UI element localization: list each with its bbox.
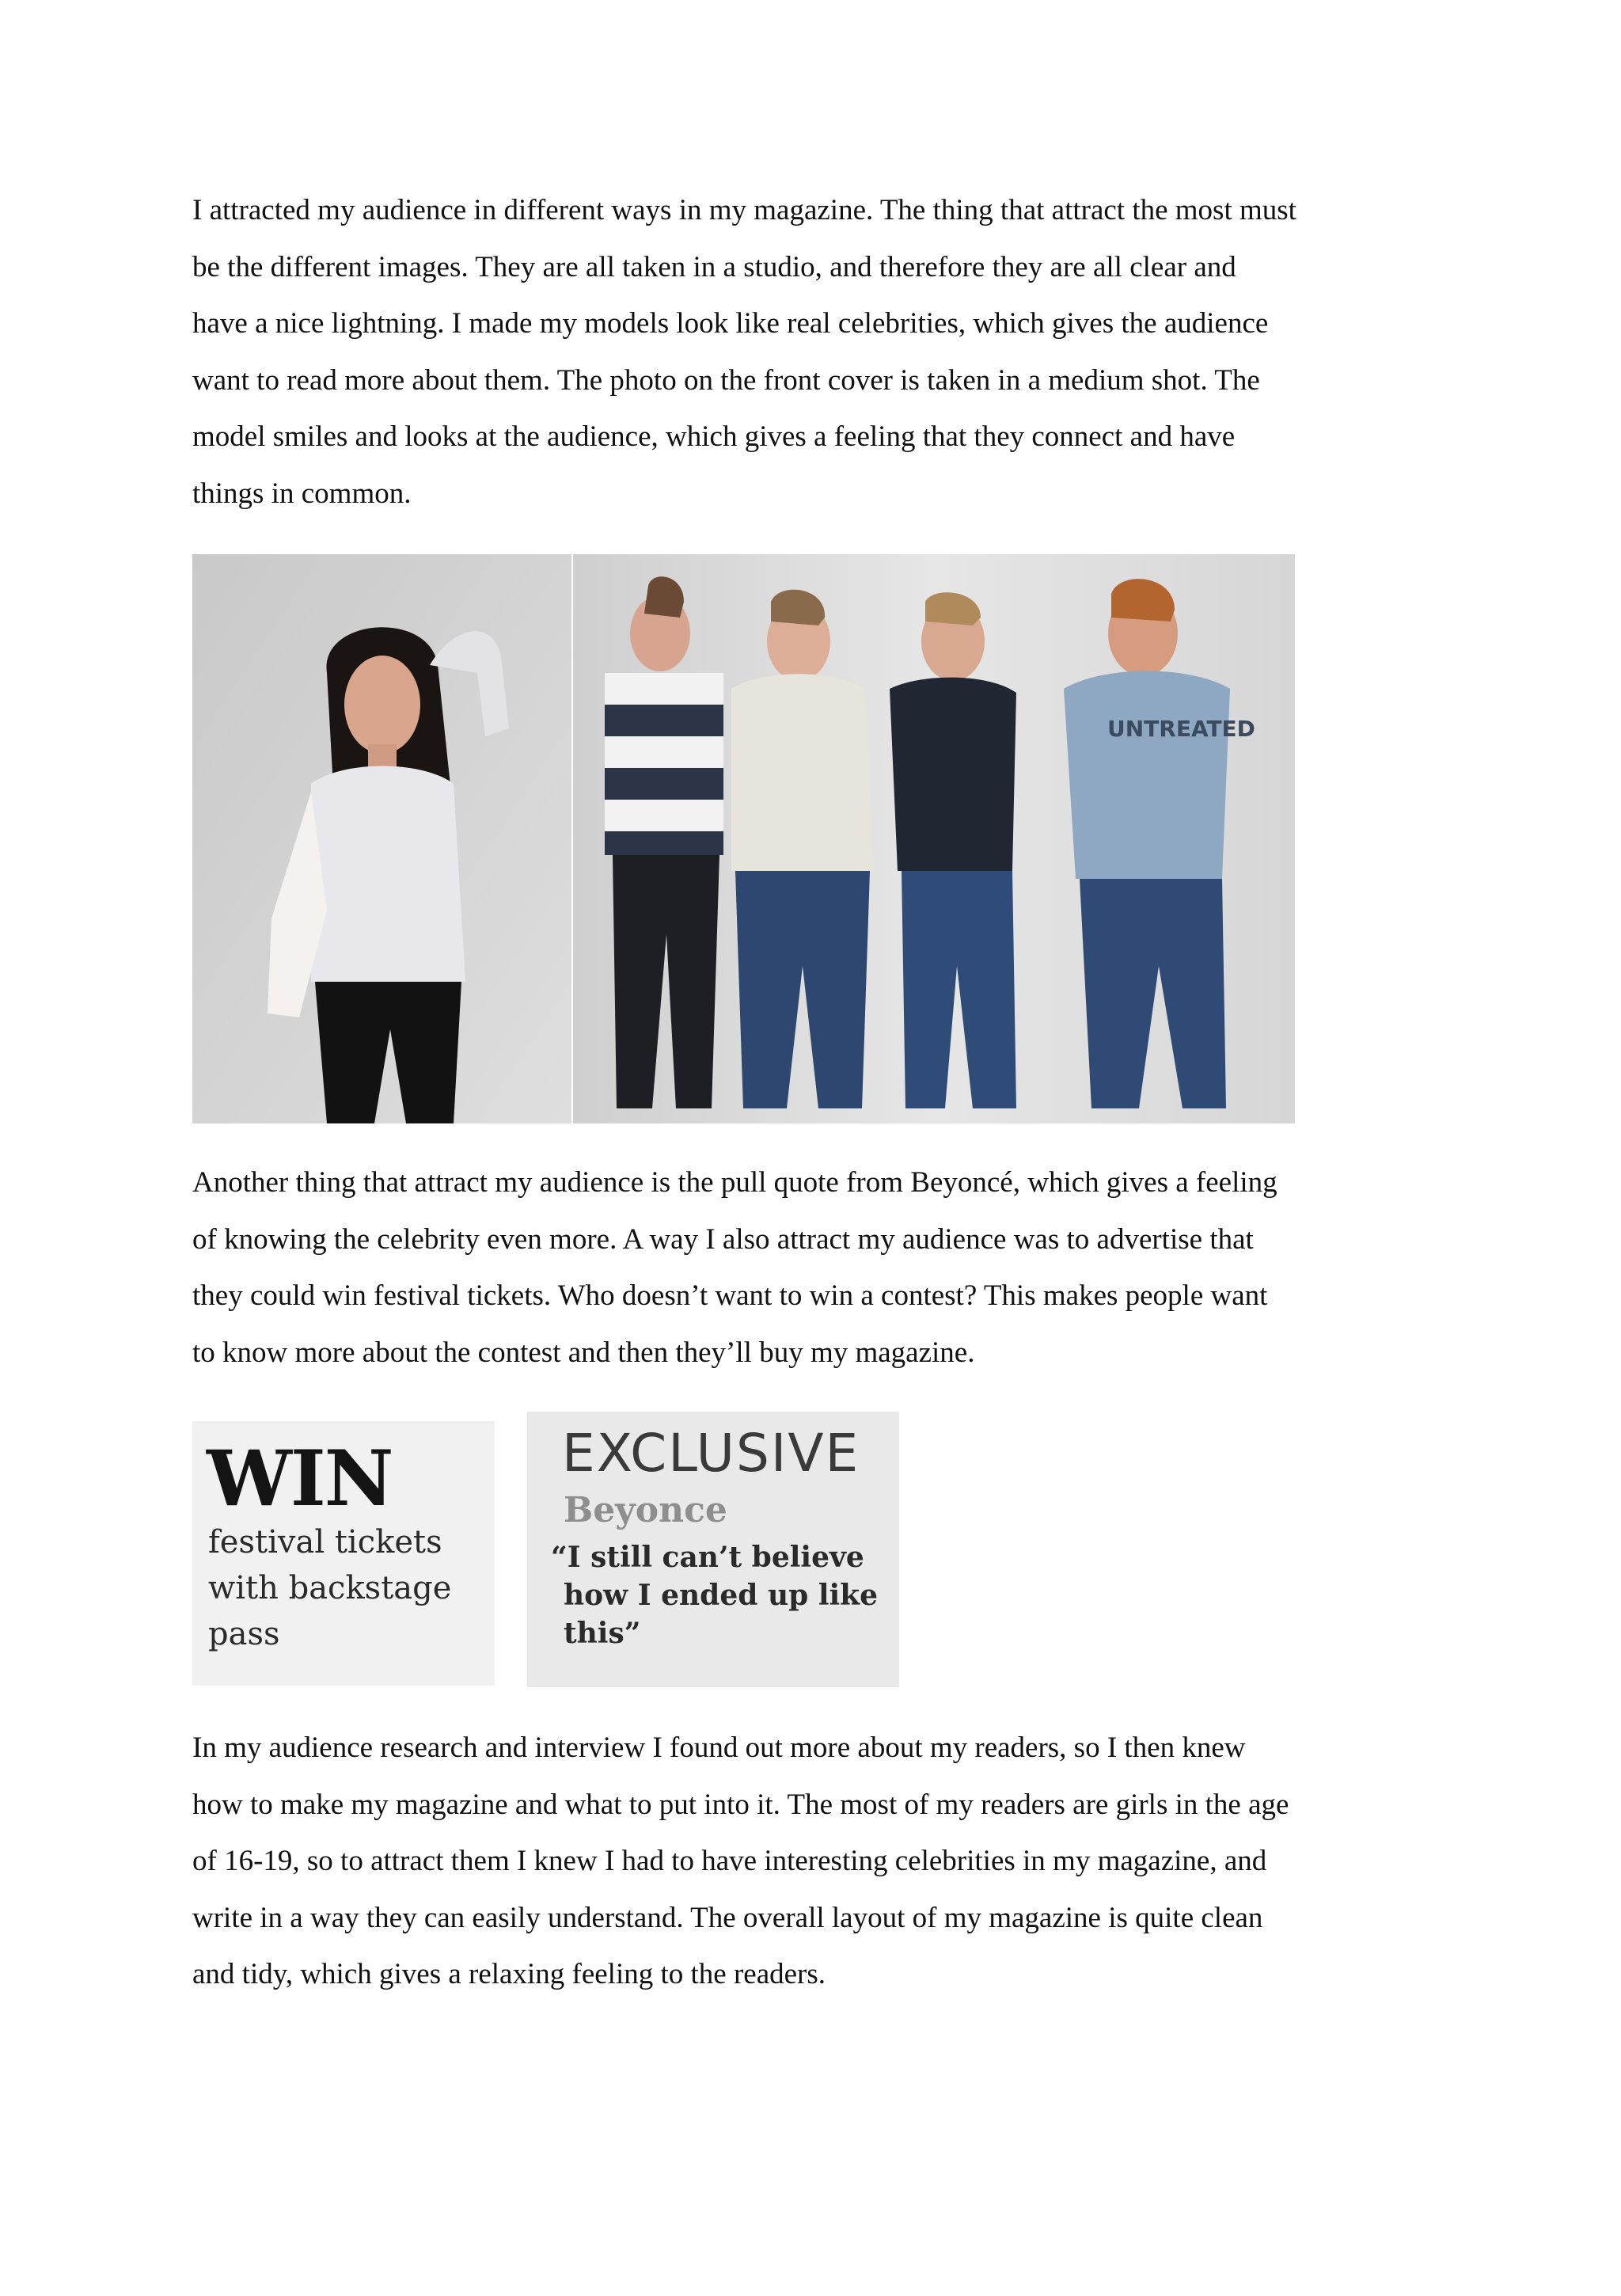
quote-line: how I ended up like: [564, 1579, 879, 1612]
win-text-line: pass: [208, 1616, 280, 1652]
text-line: In my audience research and interview I found out more about my readers, so I then knew: [192, 1732, 1246, 1764]
text-line: of 16-19, so to attract them I knew I had to have interesting celebrities in my magazine, and: [192, 1845, 1267, 1877]
model-photo-illustration: [192, 554, 571, 1123]
band-photo-illustration: [573, 554, 1295, 1123]
paragraph-middle: [192, 1154, 1443, 1381]
quote-line: this”: [564, 1617, 641, 1650]
band-photo: [573, 554, 1295, 1123]
win-text-line: with backstage: [208, 1570, 452, 1606]
win-title: WIN: [207, 1434, 393, 1523]
text-line: how to make my magazine and what to put into it. The most of my readers are girls in the age: [192, 1788, 1289, 1821]
text-line: they could win festival tickets. Who doesn’t want to win a contest? This makes people want: [192, 1279, 1268, 1312]
text-line: write in a way they can easily understand. The overall layout of my magazine is quite clean: [192, 1901, 1263, 1934]
paragraph-closing: [192, 1720, 1443, 2003]
model-photo: [192, 554, 571, 1123]
text-line: be the different images. They are all taken in a studio, and therefore they are all clear and: [192, 250, 1236, 283]
win-text-line: festival tickets: [208, 1524, 442, 1560]
text-line: things in common.: [192, 477, 412, 510]
text-line: model smiles and looks at the audience, which gives a feeling that they connect and have: [192, 420, 1236, 453]
text-line: I attracted my audience in different ways in my magazine. The thing that attract the most must: [192, 194, 1296, 226]
text-line: have a nice lightning. I made my models look like real celebrities, which gives the audience: [192, 307, 1269, 340]
text-line: want to read more about them. The photo on the front cover is taken in a medium shot. The: [192, 363, 1260, 397]
exclusive-quote-snippet: [527, 1412, 899, 1687]
text-line: to know more about the contest and then they’ll buy my magazine.: [192, 1336, 975, 1369]
win-contest-snippet: [192, 1421, 495, 1686]
text-line: Another thing that attract my audience is the pull quote from Beyoncé, which gives a feeling: [192, 1166, 1277, 1199]
text-line: of knowing the celebrity even more. A way I also attract my audience was to advertise that: [192, 1222, 1254, 1256]
shirt-print-text: UNTREATED: [1107, 716, 1255, 742]
exclusive-title: EXCLUSIVE: [562, 1423, 860, 1484]
quote-line: “I still can’t believe: [551, 1541, 864, 1574]
paragraph-intro: [192, 182, 1443, 522]
exclusive-name: Beyonce: [564, 1490, 727, 1530]
text-line: and tidy, which gives a relaxing feeling to the readers.: [192, 1958, 826, 1990]
